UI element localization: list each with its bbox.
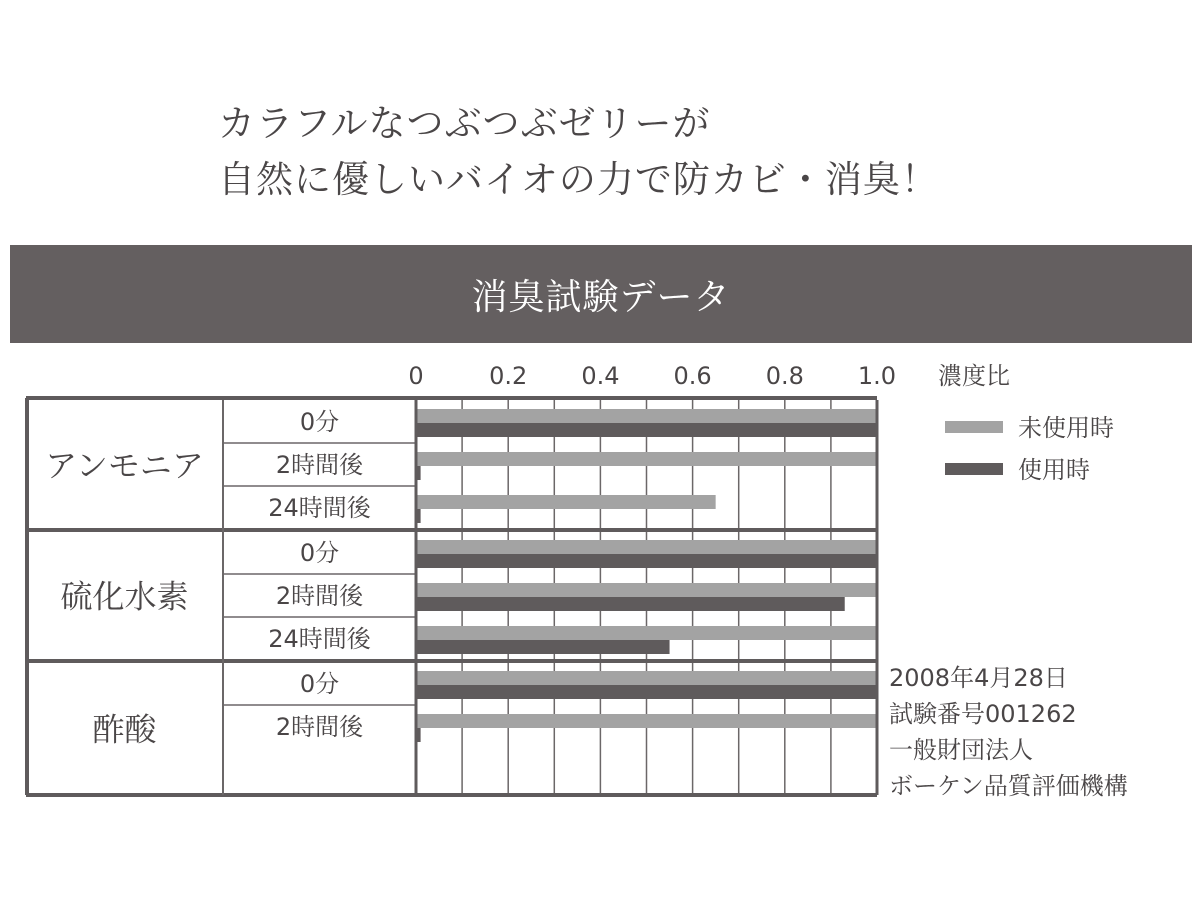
bar-unused — [416, 714, 877, 728]
group-label: アンモニア — [45, 446, 204, 485]
bar-used — [416, 597, 845, 611]
legend-label: 未使用時 — [1018, 414, 1114, 442]
x-axis-label: 濃度比 — [938, 362, 1010, 390]
row-label: 24時間後 — [268, 494, 371, 522]
x-tick-label: 1.0 — [857, 362, 897, 390]
bar-used — [416, 685, 877, 699]
headline-line-1: カラフルなつぶつぶゼリーが — [218, 102, 711, 145]
group-label: 硫化水素 — [60, 577, 189, 616]
source-note-line: 一般財団法人 — [889, 736, 1033, 764]
row-label: 2時間後 — [275, 713, 364, 741]
legend-swatch — [945, 463, 1003, 475]
bar-unused — [416, 495, 716, 509]
x-tick-label: 0.6 — [673, 362, 712, 390]
source-note-line: ボーケン品質評価機構 — [889, 772, 1128, 800]
chart-title: 消臭試験データ — [471, 276, 731, 318]
row-label: 24時間後 — [268, 625, 371, 653]
bar-unused — [416, 540, 877, 554]
bar-used — [416, 423, 877, 437]
group-label: 酢酸 — [92, 710, 157, 749]
bar-unused — [416, 452, 877, 466]
row-label: 0分 — [299, 670, 340, 698]
headline-line-2: 自然に優しいバイオの力で防カビ・消臭！ — [218, 158, 939, 201]
bar-used — [416, 640, 670, 654]
row-label: 2時間後 — [275, 582, 364, 610]
bar-unused — [416, 626, 877, 640]
row-label: 0分 — [299, 408, 340, 436]
row-label: 0分 — [299, 539, 340, 567]
bar-used — [416, 554, 877, 568]
source-note-line: 試験番号001262 — [889, 700, 1077, 728]
bar-unused — [416, 583, 877, 597]
source-note-line: 2008年4月28日 — [889, 664, 1068, 692]
bar-unused — [416, 409, 877, 423]
x-tick-label: 0.2 — [489, 362, 528, 390]
x-tick-label: 0 — [408, 362, 424, 390]
x-tick-label: 0.4 — [581, 362, 620, 390]
x-tick-label: 0.8 — [765, 362, 804, 390]
row-label: 2時間後 — [275, 451, 364, 479]
legend-label: 使用時 — [1018, 456, 1090, 484]
legend-swatch — [945, 421, 1003, 433]
bar-unused — [416, 671, 877, 685]
